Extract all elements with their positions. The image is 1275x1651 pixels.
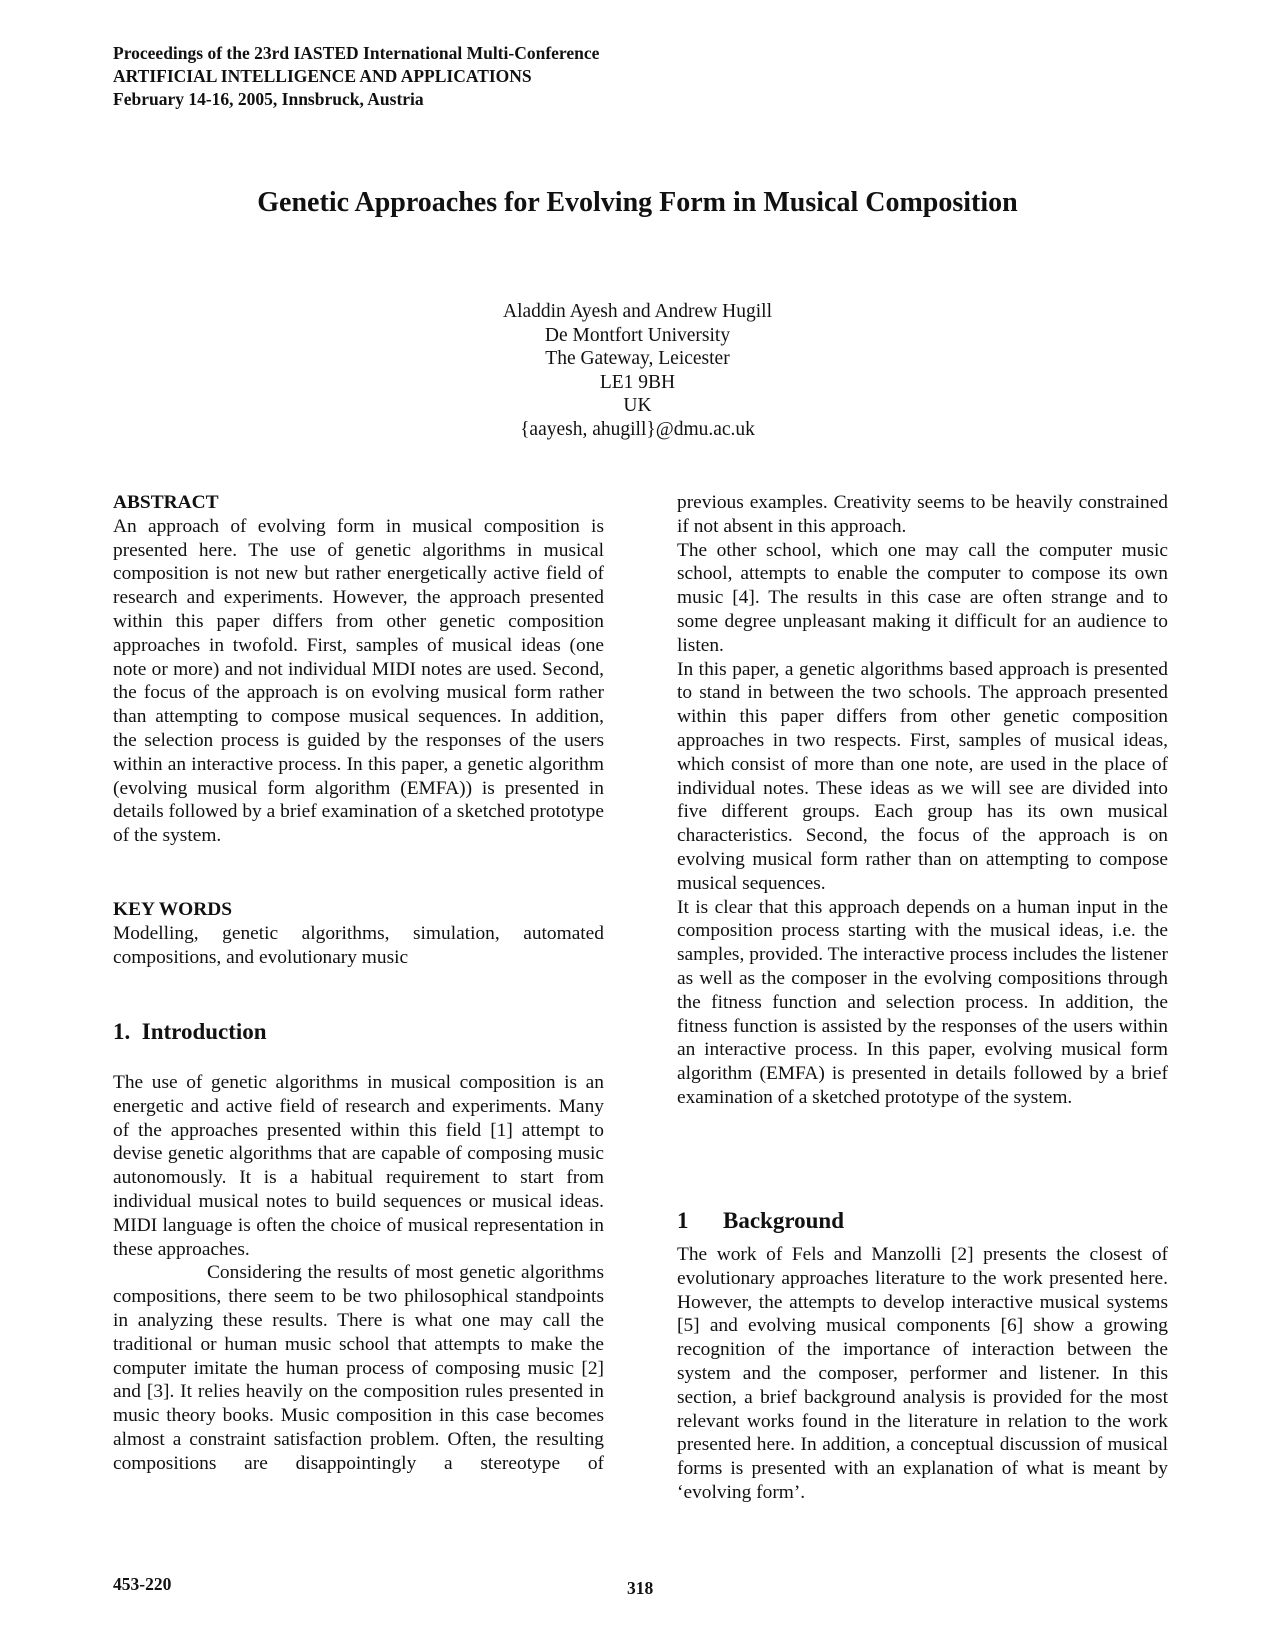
background-title: Background — [723, 1208, 845, 1233]
introduction-title: Introduction — [141, 1019, 267, 1044]
introduction-continued-paragraph-3: In this paper, a genetic algorithms based approach is presented to stand in between the two schools. The approach presented within this paper differs from other genetic composition approaches in two respects. First, samples of musical ideas, which consist of more than one note, are used in the place of individual notes. These ideas as we will see are divided into five different groups. Each group has its own musical characteristics. Second, the focus of the approach is on evolving musical form rather than on attempting to compose musical sequences. — [677, 658, 1168, 894]
keywords-heading: KEY WORDS — [113, 899, 233, 920]
conference-line-3: February 14-16, 2005, Innsbruck, Austria — [113, 89, 424, 109]
introduction-body — [113, 1071, 604, 1476]
author-block — [0, 300, 1275, 442]
background-body — [677, 1243, 1168, 1505]
introduction-number: 1. — [113, 1019, 131, 1044]
background-number: 1 — [677, 1208, 689, 1233]
author-names: Aladdin Ayesh and Andrew Hugill — [502, 301, 772, 322]
background-heading — [677, 1207, 1168, 1235]
footer-code: 453-220 — [113, 1574, 172, 1594]
author-postcode: LE1 9BH — [599, 371, 676, 393]
introduction-continued-paragraph-4: It is clear that this approach depends on a human input in the composition process starting with the musical ideas, i.e. the samples, provided. The interactive process includes the listener as well as the composer in the evolving compositions through the fitness function and selection process. In addition, the fitness function is assisted by the responses of the users within an interactive process. In this paper, evolving musical form algorithm (EMFA) is presented in details followed by a brief examination of a sketched prototype of the system. — [677, 896, 1168, 1108]
introduction-heading — [113, 1018, 604, 1046]
abstract-section — [113, 491, 604, 848]
author-address: The Gateway, Leicester — [545, 348, 730, 370]
abstract-text: An approach of evolving form in musical composition is presented here. The use of genetic algorithms in musical composition is not new but rather energetically active field of research and experiments. However, the approach presented within this paper differs from other genetic composition approaches in twofold. First, samples of musical ideas (one note or more) and not individual MIDI notes are used. Second, the focus of the approach is on evolving musical form rather than attempting to compose musical sequences. In addition, the selection process is guided by the responses of the users within an interactive process. In this paper, a genetic algorithm (evolving musical form algorithm (EMFA)) is presented in details followed by a brief examination of a sketched prototype of the system. — [113, 515, 604, 847]
conference-header — [113, 42, 599, 111]
author-institution: De Montfort University — [544, 324, 731, 346]
abstract-heading: ABSTRACT — [113, 492, 219, 513]
author-email: {aayesh, ahugill}@dmu.ac.uk — [520, 418, 755, 440]
keywords-section — [113, 898, 604, 969]
background-paragraph: The work of Fels and Manzolli [2] presents the closest of evolutionary approaches literature to the work presented here. However, the attempts to develop interactive musical systems [5] and evolving musical components [6] show a growing recognition of the importance of interaction between the system and the composer, performer and listener. In this section, a brief background analysis is provided for the most relevant works found in the literature in relation to the work presented here. In addition, a conceptual discussion of musical forms is presented with an explanation of what is meant by ‘evolving form’. — [677, 1244, 1168, 1503]
introduction-continued — [677, 491, 1168, 1110]
page-number: 318 — [627, 1578, 654, 1598]
introduction-paragraph-2: Considering the results of most genetic algorithms compositions, there seem to be two philosophical standpoints in analyzing these results. There is what one may call the traditional or human music school that attempts to make the computer imitate the human process of composing music [2] and [3]. It relies heavily on the composition rules presented in music theory books. Music composition in this case becomes almost a constraint satisfaction problem. Often, the resulting compositions are disappointingly a stereotype of — [113, 1262, 604, 1474]
author-country: UK — [623, 395, 652, 417]
introduction-continued-paragraph-1: previous examples. Creativity seems to be heavily constrained if not absent in this approach. — [677, 492, 1168, 537]
paper-title: Genetic Approaches for Evolving Form in Musical Composition — [257, 187, 1018, 218]
conference-line-1: Proceedings of the 23rd IASTED International Multi-Conference — [113, 43, 600, 63]
introduction-continued-paragraph-2: The other school, which one may call the computer music school, attempts to enable the computer to compose its own music [4]. The results in this case are often strange and to some degree unpleasant making it difficult for an audience to listen. — [677, 539, 1168, 656]
keywords-text: Modelling, genetic algorithms, simulation, automated compositions, and evolutionary music — [113, 922, 604, 968]
conference-line-2: ARTIFICIAL INTELLIGENCE AND APPLICATIONS — [113, 66, 532, 86]
introduction-paragraph-1: The use of genetic algorithms in musical composition is an energetic and active field of research and experiments. Many of the approaches presented within this field [1] attempt to devise genetic algorithms that are capable of composing music autonomously. It is a habitual requirement to start from individual musical notes to build sequences or musical ideas. MIDI language is often the choice of musical representation in these approaches. — [113, 1072, 604, 1260]
